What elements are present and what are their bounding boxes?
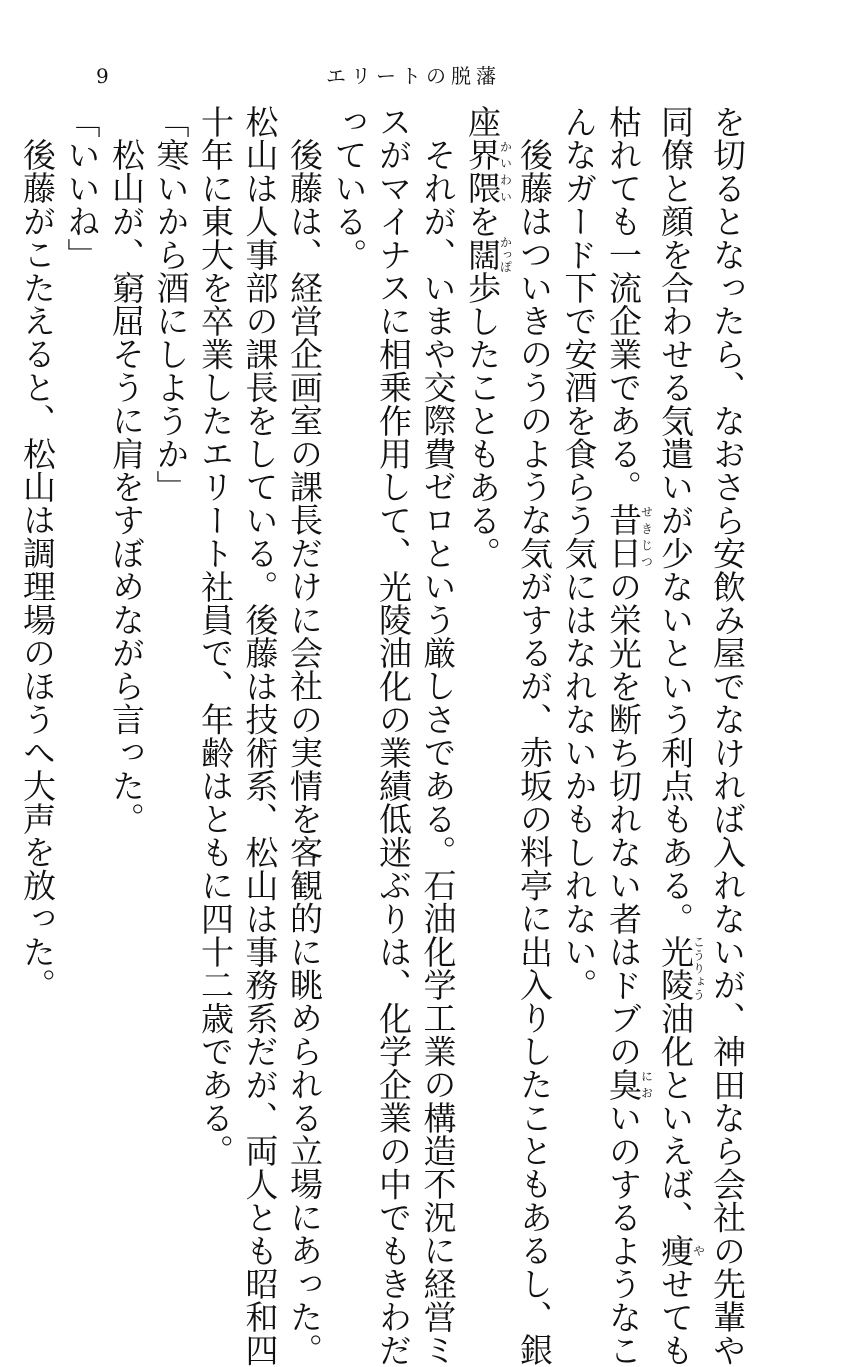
ruby-ya: 痩や: [656, 1233, 706, 1268]
text-line: 後藤は、経営企画室の課長だけに会社の実情を客観的に眺められる立場にあった。: [285, 138, 324, 1367]
text-line: 枯れても一流企業である。昔日せきじつの栄光を断ち切れない者はドブの臭においのするようなこ: [604, 105, 654, 1367]
ruby-kouryou: 光陵こうりょう: [656, 935, 706, 1002]
text-line: 松山は人事部の課長をしている。後藤は技術系、松山は事務系だが、両人とも昭和四: [240, 105, 280, 1367]
text-line: それが、いまや交際費ゼロという厳しさである。石油化学工業の構造不況に経営ミ: [418, 138, 458, 1367]
ruby-kappo: 闊かっぽ: [463, 236, 513, 273]
ruby-sekijitsu: 昔日せきじつ: [604, 503, 654, 570]
running-title: エリートの脱藩: [326, 64, 501, 88]
text-line: 同僚と顔を合わせる気遣いが少ないという利点もある。光陵こうりょう油化といえば、痩やせても: [656, 105, 706, 1367]
text-line: スがマイナスに相乗作用して、光陵油化の業績低迷ぶりは、化学企業の中でもきわだ: [374, 105, 413, 1367]
dialogue-line: 「いいね」: [62, 105, 102, 271]
text-line: 松山が、窮屈そうに肩をすぼめながら言った。: [107, 138, 146, 836]
dialogue-line: 「寒いから酒にしようか」: [151, 105, 191, 504]
text-line: 座界隈かいわいを闊かっぽ歩したこともある。: [463, 105, 513, 570]
text-line: 後藤がこたえると、松山は調理場のほうへ大声を放った。: [18, 138, 57, 1002]
ruby-nio: 臭にお: [604, 1067, 654, 1102]
text-line: っている。: [329, 105, 369, 271]
page-number: 9: [96, 64, 109, 88]
ruby-kaiwai: 界隈かいわい: [463, 138, 513, 205]
text-line: を切るとなったら、なおさら安飲み屋でなければ入れないが、神田なら会社の先輩や: [708, 105, 747, 1367]
text-line: んなガード下で安酒を食らう気にはなれないかもしれない。: [559, 105, 599, 1002]
text-line: 後藤はついきのうのような気がするが、赤坂の料亭に出入りしたこともあるし、銀: [515, 138, 554, 1367]
novel-body-text: [18, 105, 749, 1367]
text-line: 十年に東大を卒業したエリート社員で、年齢はともに四十二歳である。: [196, 105, 235, 1168]
